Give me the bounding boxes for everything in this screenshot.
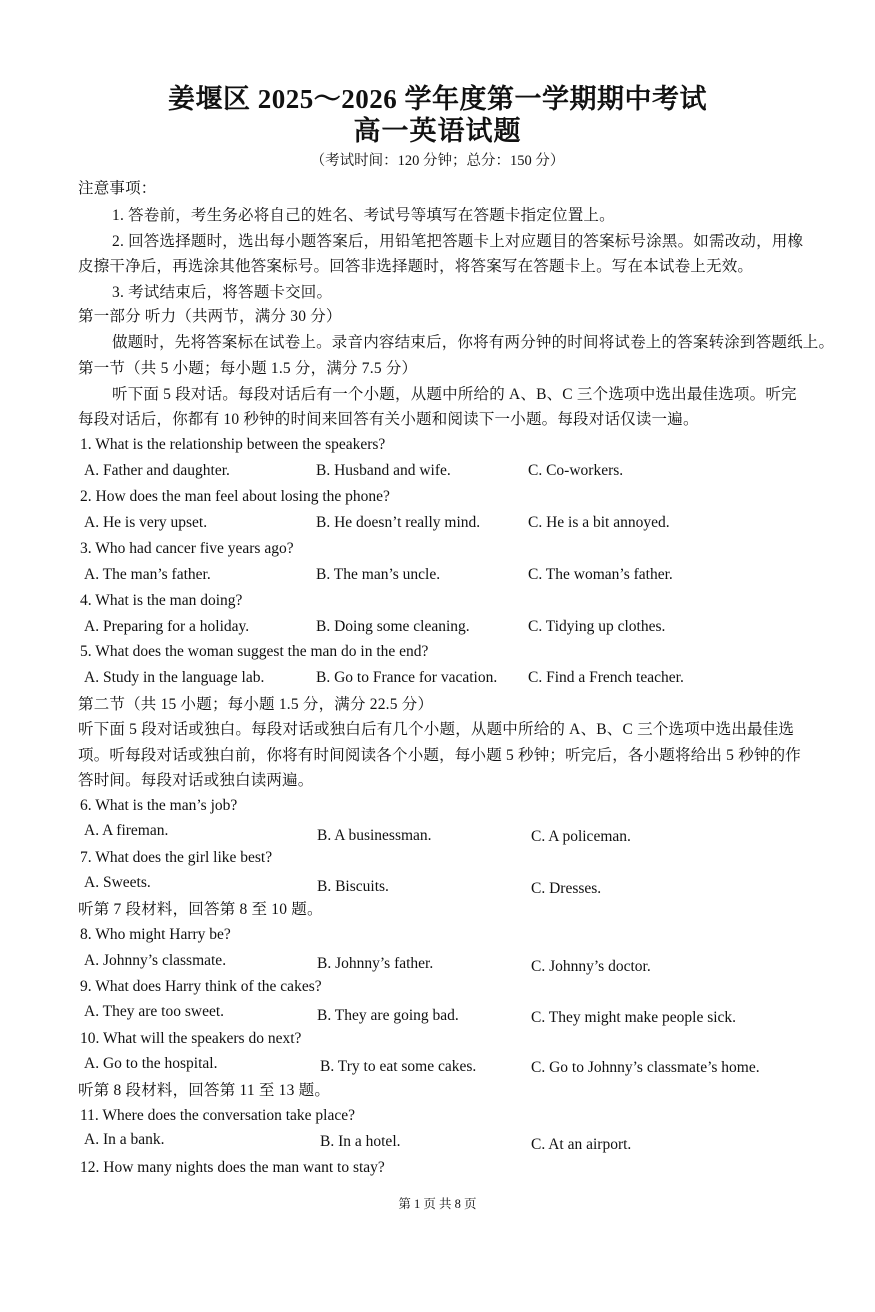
- option-b: B. Try to eat some cakes.: [320, 1058, 477, 1075]
- option-c: C. They might make people sick.: [531, 1009, 737, 1026]
- option-c: C. Co-workers.: [528, 462, 624, 479]
- note-item: 2. 回答选择题时，选出每小题答案后，用铅笔把答题卡上对应题目的答案标号涂黑。如需改动，用橡: [112, 233, 804, 250]
- material-8-note: 听第 8 段材料，回答第 11 至 13 题。: [78, 1082, 331, 1099]
- question: 2. How does the man feel about losing the phone?: [80, 488, 390, 505]
- option-a: A. Sweets.: [84, 874, 151, 891]
- part1-instruction: 做题时，先将答案标在试卷上。录音内容结束后，你将有两分钟的时间将试卷上的答案转涂到答题纸上。: [112, 334, 835, 351]
- question: 6. What is the man’s job?: [80, 797, 238, 814]
- notes-heading: 注意事项：: [78, 180, 157, 197]
- section1-instruction: 每段对话后，你都有 10 秒钟的时间来回答有关小题和阅读下一小题。每段对话仅读一遍。: [78, 411, 699, 428]
- option-b: B. Johnny’s father.: [317, 955, 434, 972]
- option-c: C. Johnny’s doctor.: [531, 958, 651, 975]
- question: 12. How many nights does the man want to stay?: [80, 1159, 385, 1176]
- note-item: 1. 答卷前，考生务必将自己的姓名、考试号等填写在答题卡指定位置上。: [112, 207, 615, 224]
- option-a: A. The man’s father.: [84, 566, 211, 583]
- question: 1. What is the relationship between the speakers?: [80, 436, 386, 453]
- option-a: A. In a bank.: [84, 1131, 165, 1148]
- option-b: B. He doesn’t really mind.: [316, 514, 481, 531]
- option-a: A. They are too sweet.: [84, 1003, 225, 1020]
- option-c: C. Go to Johnny’s classmate’s home.: [531, 1059, 760, 1076]
- material-7-note: 听第 7 段材料，回答第 8 至 10 题。: [78, 901, 323, 918]
- question: 5. What does the woman suggest the man do in the end?: [80, 643, 429, 660]
- exam-subtitle: 高一英语试题: [353, 116, 522, 146]
- option-c: C. The woman’s father.: [528, 566, 673, 583]
- option-a: A. A fireman.: [84, 822, 169, 839]
- section2-instruction: 答时间。每段对话或独白读两遍。: [78, 772, 314, 789]
- question: 9. What does Harry think of the cakes?: [80, 978, 322, 995]
- option-b: B. Doing some cleaning.: [316, 618, 470, 635]
- exam-info: （考试时间：120 分钟；总分：150 分）: [310, 153, 565, 169]
- option-b: B. In a hotel.: [320, 1133, 401, 1150]
- option-c: C. He is a bit annoyed.: [528, 514, 670, 531]
- note-item: 3. 考试结束后，将答题卡交回。: [112, 284, 333, 301]
- exam-title: 姜堰区 2025～2026 学年度第一学期期中考试: [168, 84, 707, 114]
- section1-instruction: 听下面 5 段对话。每段对话后有一个小题，从题中所给的 A、B、C 三个选项中选出最佳选项。听完: [112, 386, 797, 403]
- question: 3. Who had cancer five years ago?: [80, 540, 294, 557]
- section2-instruction: 项。听每段对话或独白前，你将有时间阅读各个小题，每小题 5 秒钟；听完后，各小题将给出 5 秒钟的作: [78, 747, 802, 764]
- page-number: 第 1 页 共 8 页: [398, 1197, 477, 1211]
- question: 10. What will the speakers do next?: [80, 1030, 302, 1047]
- option-c: C. Dresses.: [531, 880, 602, 897]
- option-a: A. Preparing for a holiday.: [84, 618, 250, 635]
- section1-heading: 第一节（共 5 小题；每小题 1.5 分，满分 7.5 分）: [78, 360, 418, 377]
- question: 7. What does the girl like best?: [80, 849, 273, 866]
- note-item: 皮擦干净后，再选涂其他答案标号。回答非选择题时，将答案写在答题卡上。写在本试卷上无效。: [78, 258, 754, 275]
- question: 4. What is the man doing?: [80, 592, 243, 609]
- question: 11. Where does the conversation take place?: [80, 1107, 356, 1124]
- option-c: C. Tidying up clothes.: [528, 618, 666, 635]
- option-a: A. Johnny’s classmate.: [84, 952, 227, 969]
- option-c: C. At an airport.: [531, 1136, 632, 1153]
- question: 8. Who might Harry be?: [80, 926, 231, 943]
- option-a: A. Study in the language lab.: [84, 669, 265, 686]
- option-a: A. Go to the hospital.: [84, 1055, 218, 1072]
- option-b: B. Husband and wife.: [316, 462, 451, 479]
- section2-instruction: 听下面 5 段对话或独白。每段对话或独白后有几个小题，从题中所给的 A、B、C 三个选项中选出最佳选: [78, 721, 795, 738]
- option-b: B. They are going bad.: [317, 1007, 459, 1024]
- option-b: B. Go to France for vacation.: [316, 669, 498, 686]
- option-b: B. The man’s uncle.: [316, 566, 441, 583]
- option-c: C. A policeman.: [531, 828, 631, 845]
- option-b: B. A businessman.: [317, 827, 432, 844]
- section2-heading: 第二节（共 15 小题；每小题 1.5 分，满分 22.5 分）: [78, 696, 434, 713]
- option-b: B. Biscuits.: [317, 878, 389, 895]
- option-c: C. Find a French teacher.: [528, 669, 684, 686]
- option-a: A. He is very upset.: [84, 514, 208, 531]
- part1-heading: 第一部分 听力（共两节，满分 30 分）: [78, 308, 342, 325]
- option-a: A. Father and daughter.: [84, 462, 230, 479]
